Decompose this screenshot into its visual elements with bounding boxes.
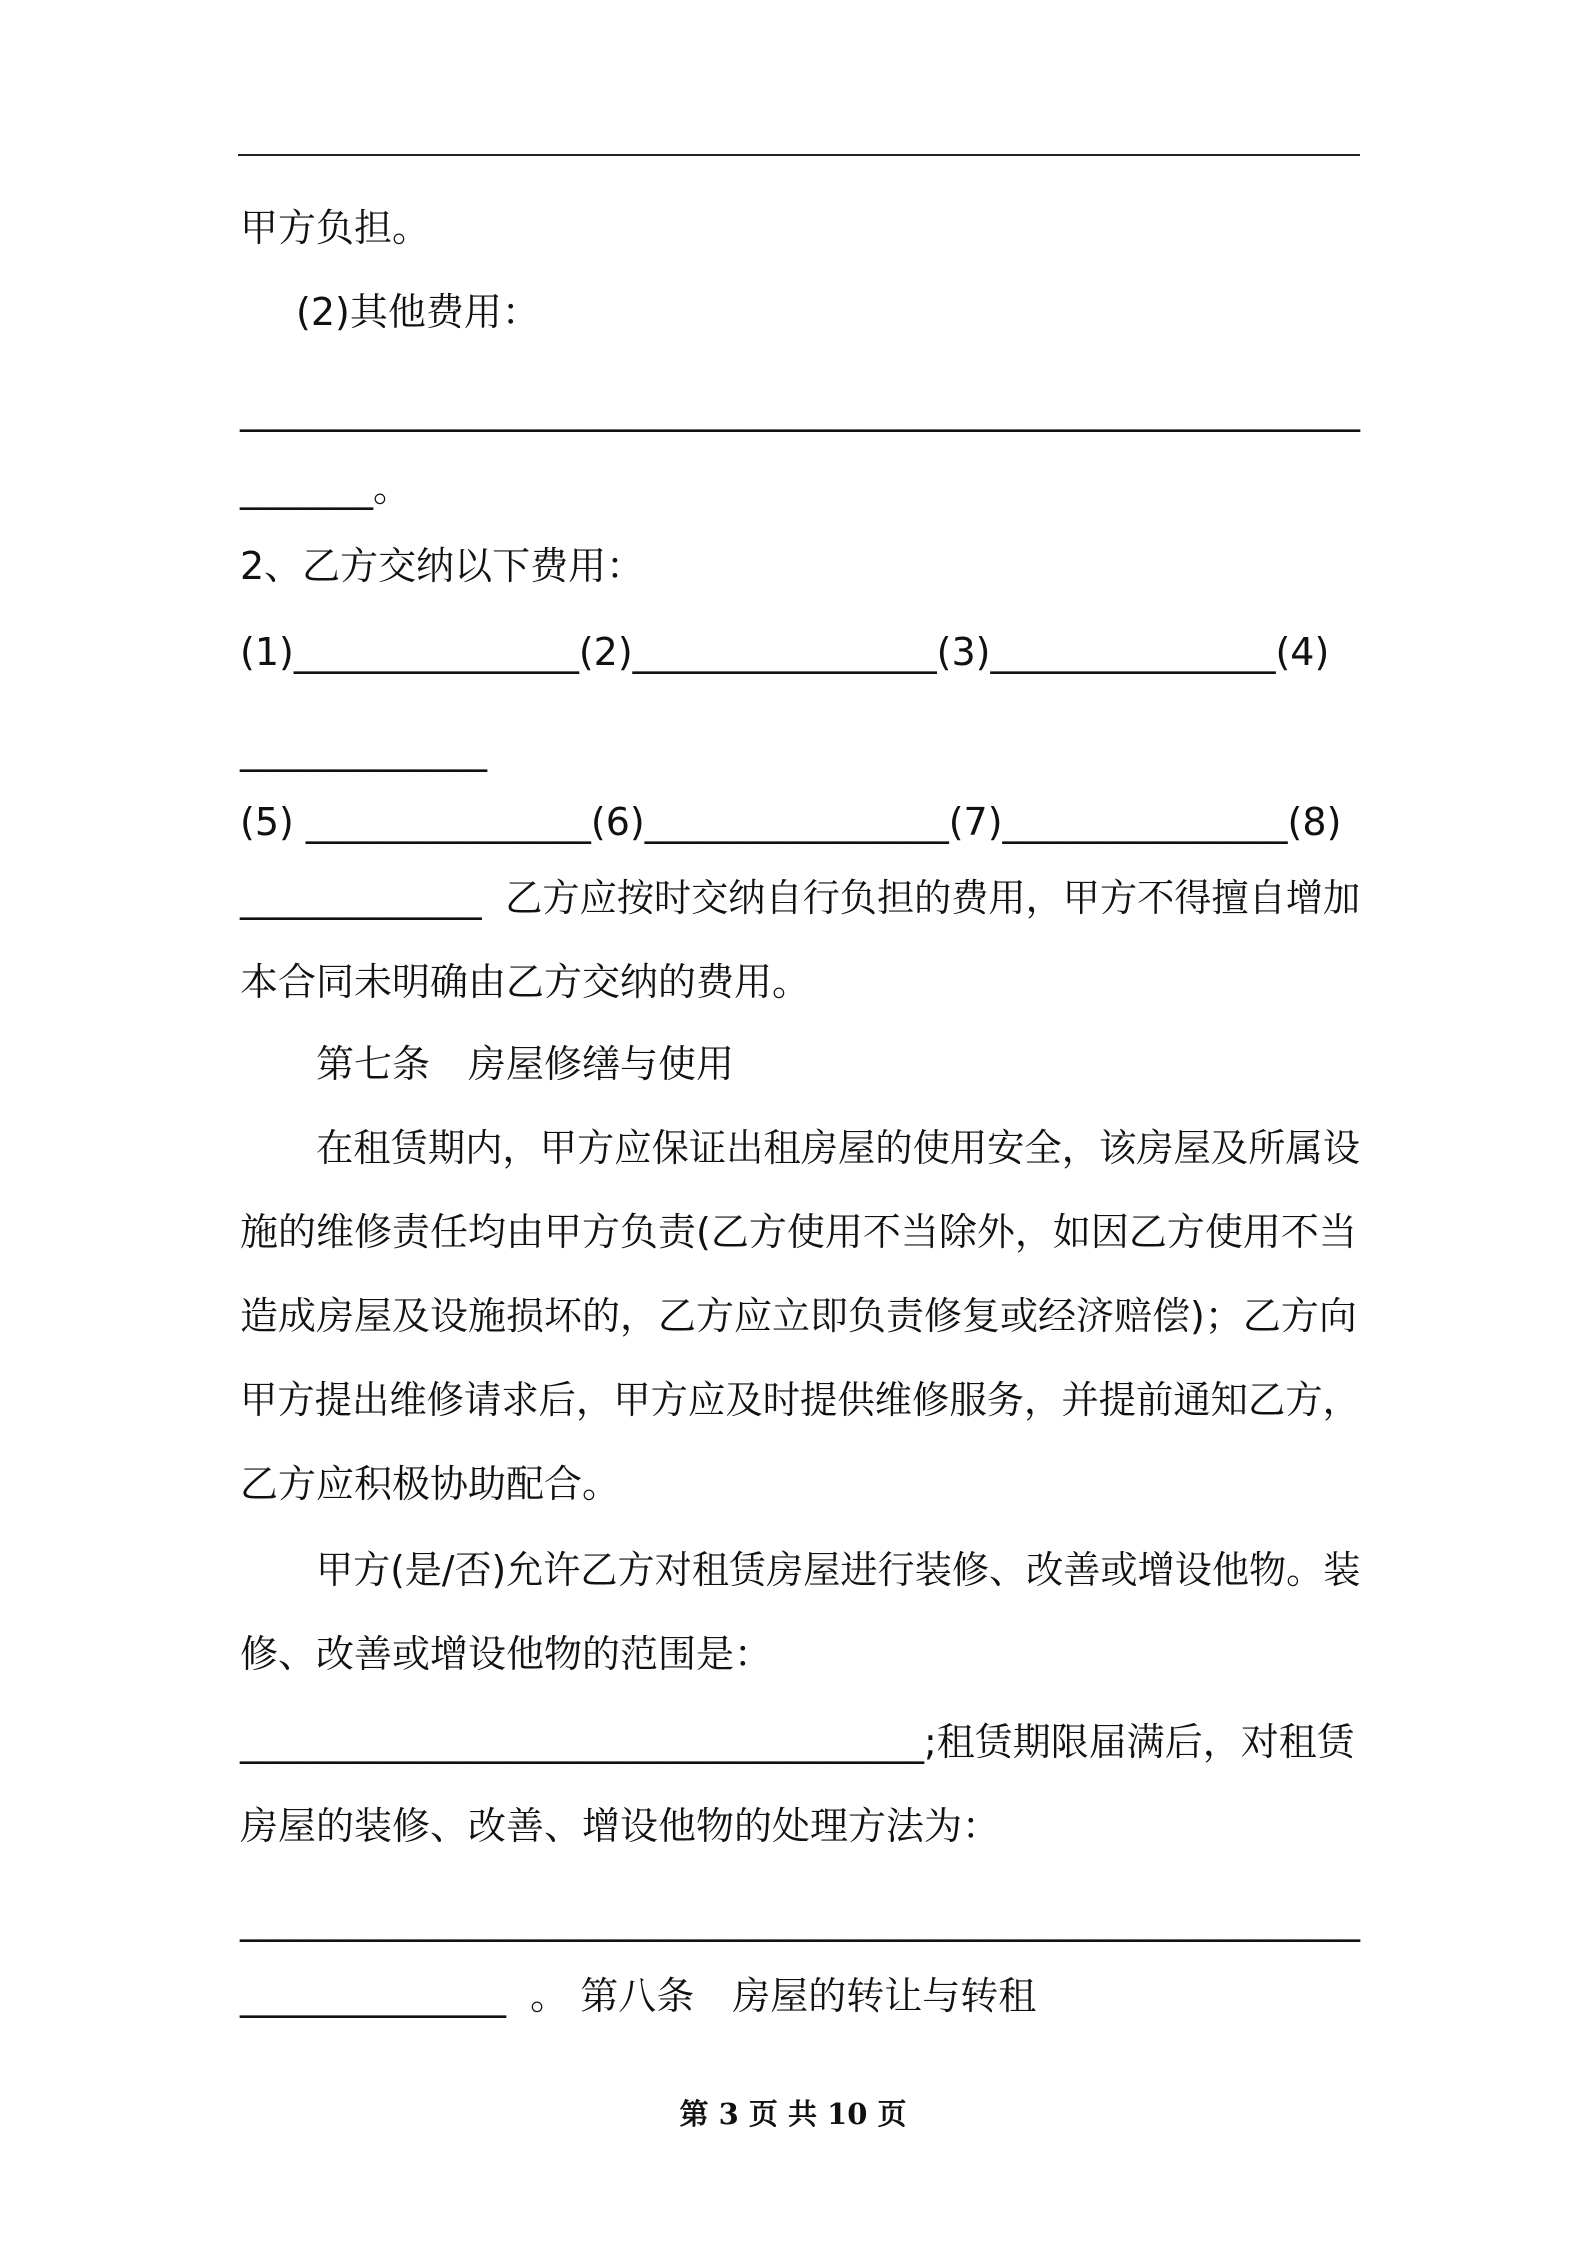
- text-line: ____________________________________;租赁期限届满后，对租赁: [240, 1720, 1355, 1764]
- section-heading: 第七条 房屋修缮与使用: [316, 1042, 735, 1086]
- text-line: 甲方(是/否)允许乙方对租赁房屋进行装修、改善或增设他物。装: [316, 1548, 1361, 1592]
- blank-line: _______。: [240, 466, 412, 510]
- text-line: 乙方应积极协助配合。: [240, 1462, 621, 1506]
- blank-line: _______________________________________________________________: [240, 1898, 1360, 1942]
- blank-line: _____________: [240, 728, 487, 772]
- text-line: _____________ 乙方应按时交纳自行负担的费用，甲方不得擅自增加: [240, 876, 1361, 920]
- text-line: 在租赁期内，甲方应保证出租房屋的使用安全，该房屋及所属设: [316, 1126, 1361, 1170]
- text-line: 甲方负担。: [240, 206, 431, 250]
- page-number-footer: 第 3 页 共 10 页: [679, 2097, 907, 2131]
- header-rule: [238, 154, 1360, 156]
- text-line: (2)其他费用：: [296, 290, 540, 334]
- blank-line: _______________________________________________________________: [240, 388, 1360, 432]
- text-line: 本合同未明确由乙方交纳的费用。: [240, 960, 811, 1004]
- text-line: ______________ 。 第八条 房屋的转让与转租: [240, 1974, 1037, 2018]
- text-line: 房屋的装修、改善、增设他物的处理方法为：: [240, 1804, 1001, 1848]
- text-line: 甲方提出维修请求后，甲方应及时提供维修服务，并提前通知乙方，: [240, 1378, 1361, 1422]
- fee-blanks-line: (1)_______________(2)________________(3)_______________(4): [240, 630, 1330, 674]
- fee-blanks-line: (5) _______________(6)________________(7)_______________(8): [240, 800, 1342, 844]
- text-line: 修、改善或增设他物的范围是：: [240, 1632, 773, 1676]
- text-line: 2、乙方交纳以下费用：: [240, 544, 645, 588]
- text-line: 造成房屋及设施损坏的，乙方应立即负责修复或经济赔偿)；乙方向: [240, 1294, 1357, 1338]
- text-line: 施的维修责任均由甲方负责(乙方使用不当除外，如因乙方使用不当: [240, 1210, 1357, 1254]
